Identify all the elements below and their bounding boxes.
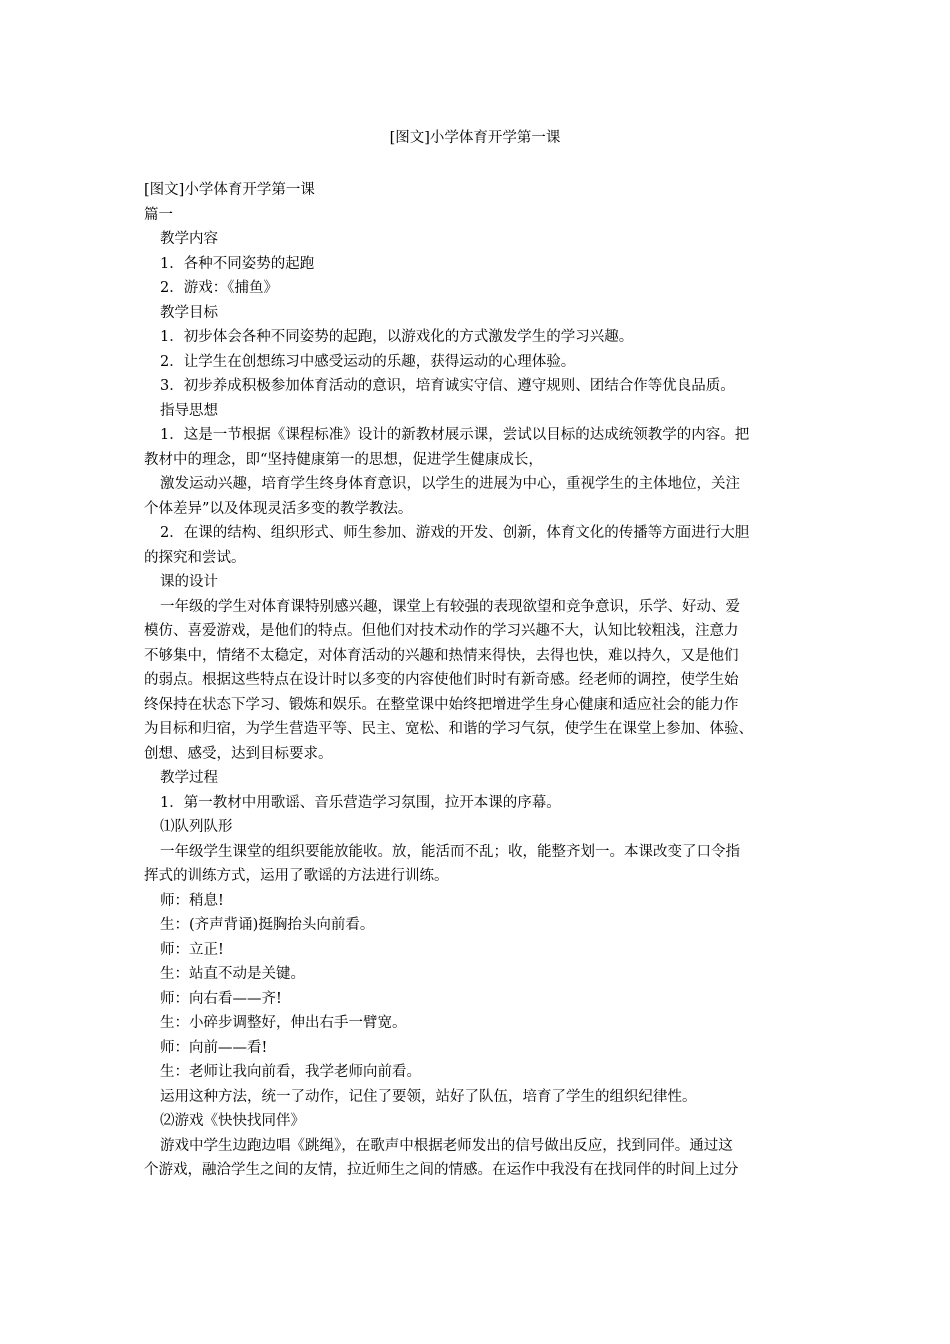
text-line: 激发运动兴趣，培育学生终身体育意识，以学生的进展为中心，重视学生的主体地位，关注 (160, 476, 740, 492)
text-line: ⑴队列队形 (160, 819, 233, 835)
text-line: 1．初步体会各种不同姿势的起跑，以游戏化的方式激发学生的学习兴趣。 (160, 329, 634, 345)
text-line: 运用这种方法，统一了动作，记住了要领，站好了队伍，培育了学生的组织纪律性。 (160, 1088, 697, 1105)
text-line: 指导思想 (160, 402, 218, 419)
text-line: 2．让学生在创想练习中感受运动的乐趣，获得运动的心理体验。 (160, 353, 576, 370)
text-line: 3．初步养成积极参加体育活动的意识，培育诚实守信、遵守规则、团结合作等优良品质。 (160, 378, 735, 394)
text-line: 一年级学生课堂的组织要能放能收。放，能活而不乱；收，能整齐划一。本课改变了口令指 (160, 843, 740, 860)
text-line: 教学目标 (160, 304, 218, 321)
text-line: 终保持在状态下学习、锻炼和娱乐。在整堂课中始终把增进学生身心健康和适应社会的能力作 (144, 696, 739, 713)
text-line: 篇一 (144, 206, 173, 223)
text-line: 个游戏，融洽学生之间的友情，拉近师生之间的情感。在运作中我没有在找同伴的时间上过分 (144, 1162, 739, 1178)
text-line: 生：(齐声背诵)挺胸抬头向前看。 (160, 917, 375, 933)
text-line: 生：站直不动是关键。 (160, 966, 305, 982)
text-line: 个体差异”以及体现灵活多变的教学教法。 (144, 500, 413, 517)
text-line: 师：稍息! (160, 892, 224, 909)
text-line: 游戏中学生边跑边唱《跳绳》，在歌声中根据老师发出的信号做出反应，找到同伴。通过这 (160, 1137, 733, 1154)
text-line: 师：立正! (160, 941, 224, 958)
text-line: 课的设计 (160, 574, 218, 590)
text-line: 的探究和尝试。 (144, 549, 246, 566)
document-body (144, 178, 808, 1183)
page-title: [图文]小学体育开学第一课 (389, 130, 561, 146)
text-line: 生：小碎步调整好，伸出右手一臂宽。 (160, 1015, 407, 1031)
text-line: ⑵游戏《快快找同伴》 (160, 1113, 305, 1129)
text-line: 1．各种不同姿势的起跑 (160, 255, 315, 272)
text-line: 不够集中，情绪不太稳定，对体育活动的兴趣和热情来得快，去得也快，难以持久，又是他们 (144, 647, 739, 664)
text-line: 2．在课的结构、组织形式、师生参加、游戏的开发、创新，体育文化的传播等方面进行大胆 (160, 525, 750, 541)
text-line: 挥式的训练方式，运用了歌谣的方法进行训练。 (144, 868, 449, 884)
text-line: 师：向右看——齐! (160, 990, 282, 1007)
text-line: 教材中的理念，即“坚持健康第一的思想，促进学生健康成长， (144, 451, 543, 468)
text-line: 1．第一教材中用歌谣、音乐营造学习氛围，拉开本课的序幕。 (160, 794, 561, 811)
text-line: 生：老师让我向前看，我学老师向前看。 (160, 1064, 421, 1080)
text-line: 2．游戏：《捕鱼》 (160, 280, 278, 296)
text-line: [图文]小学体育开学第一课 (144, 182, 315, 198)
text-line: 1．这是一节根据《课程标准》设计的新教材展示课，尝试以目标的达成统领教学的内容。把 (160, 427, 750, 443)
text-line: 为目标和归宿，为学生营造平等、民主、宽松、和谐的学习气氛，使学生在课堂上参加、体验、 (144, 721, 753, 737)
text-line: 师：向前——看! (160, 1039, 268, 1056)
text-line: 创想、感受，达到目标要求。 (144, 745, 333, 762)
text-line: 一年级的学生对体育课特别感兴趣，课堂上有较强的表现欲望和竞争意识，乐学、好动、爱 (160, 598, 740, 615)
text-line: 的弱点。根据这些特点在设计时以多变的内容使他们时时有新奇感。经老师的调控，使学生始 (144, 672, 739, 688)
text-line: 模仿、喜爱游戏，是他们的特点。但他们对技术动作的学习兴趣不大，认知比较粗浅，注意力 (144, 623, 739, 639)
text-line: 教学过程 (160, 770, 218, 786)
text-line: 教学内容 (160, 231, 218, 247)
